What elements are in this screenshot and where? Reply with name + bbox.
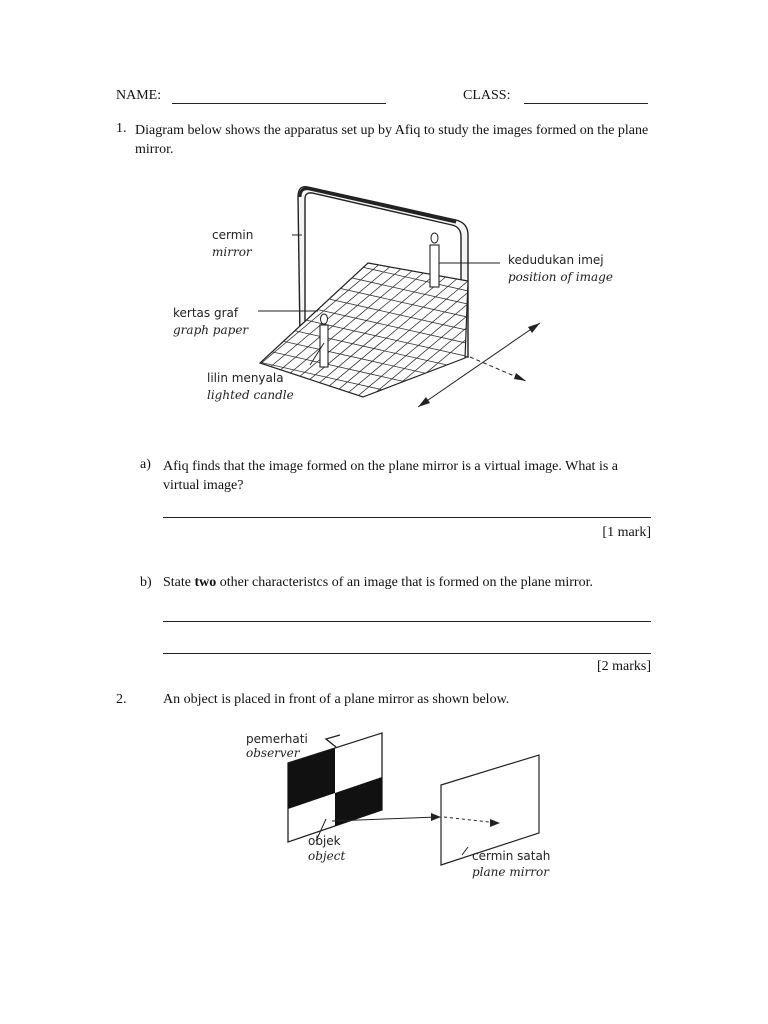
label-position-of-image: position of image xyxy=(508,270,613,284)
label-plane-mirror: plane mirror xyxy=(472,865,549,879)
label-observer: observer xyxy=(246,746,300,760)
label-graph-paper: graph paper xyxy=(173,323,249,337)
q1a-marks: [1 mark] xyxy=(602,525,651,540)
label-object: object xyxy=(308,849,346,863)
name-label: NAME: xyxy=(116,88,162,103)
name-blank[interactable] xyxy=(172,103,386,104)
observer-eye-icon xyxy=(326,735,340,747)
q1b-answer-line-1[interactable] xyxy=(163,621,651,622)
class-blank[interactable] xyxy=(524,103,648,104)
label-kertas-graf: kertas graf xyxy=(173,306,239,320)
label-cermin: cermin xyxy=(212,228,254,242)
q1b-marks: [2 marks] xyxy=(596,659,651,674)
q2-number: 2. xyxy=(116,692,127,707)
image-candle xyxy=(430,233,439,287)
q1b-text: State two other characteristcs of an image that is formed on the plane mirror. xyxy=(163,575,593,590)
label-cermin-satah: cermin satah xyxy=(472,849,551,863)
q1a-text: Afiq finds that the image formed on the plane mirror is a virtual image. What is a virtual image? xyxy=(163,459,618,493)
q1-text: Diagram below shows the apparatus set up by Afiq to study the images formed on the plane mirror. xyxy=(135,123,649,157)
lighted-candle xyxy=(320,314,328,367)
label-pemerhati: pemerhati xyxy=(246,732,308,746)
q1a-label: a) xyxy=(140,457,151,472)
q2-text: An object is placed in front of a plane mirror as shown below. xyxy=(163,692,510,707)
class-label: CLASS: xyxy=(463,88,511,103)
label-lighted-candle: lighted candle xyxy=(207,388,294,402)
q1a-answer-line[interactable] xyxy=(163,517,651,518)
label-lilin-menyala: lilin menyala xyxy=(207,371,284,385)
label-mirror: mirror xyxy=(212,245,252,259)
q1-number: 1. xyxy=(116,121,127,136)
q1b-label: b) xyxy=(140,575,152,590)
q1b-answer-line-2[interactable] xyxy=(163,653,651,654)
label-objek: objek xyxy=(308,834,341,848)
object-board xyxy=(288,733,382,842)
label-kedudukan-imej: kedudukan imej xyxy=(508,253,604,267)
